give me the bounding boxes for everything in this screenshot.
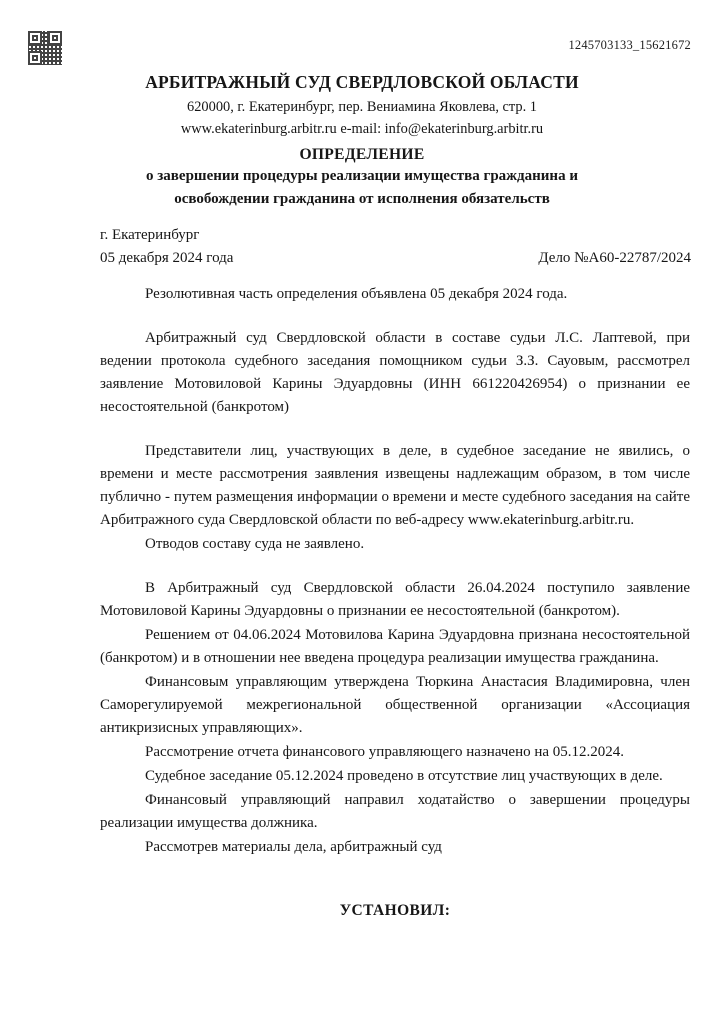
- court-address: 620000, г. Екатеринбург, пер. Вениамина Яковлева, стр. 1: [187, 98, 537, 115]
- paragraph-announced: Резолютивная часть определения объявлена 05 декабря 2024 года.: [145, 286, 568, 302]
- case-number: Дело №А60-22787/2024: [538, 249, 691, 266]
- paragraph-court-composition: Арбитражный суд Свердловской области в составе судьи Л.С. Лаптевой, при ведении протокола судебного заседания помощником судьи З.З. Сауовым, рассмотрел заявление Мотовиловой Карины Эдуардовны (ИНН 661220426954) о признании ее несостоятельной (банкротом): [100, 330, 690, 416]
- court-name: АРБИТРАЖНЫЙ СУД СВЕРДЛОВСКОЙ ОБЛАСТИ: [145, 72, 579, 92]
- paragraph-petition: Финансовый управляющий направил ходатайство о завершении процедуры реализации имущества должника.: [100, 792, 690, 832]
- document-subtitle-line-2: освобождении гражданина от исполнения обязательств: [174, 191, 550, 208]
- document-date: 05 декабря 2024 года: [100, 249, 234, 266]
- city-label: г. Екатеринбург: [100, 227, 200, 243]
- qr-finder-icon: [28, 51, 42, 65]
- paragraph-challenges: Отводов составу суда не заявлено.: [145, 536, 365, 553]
- paragraph-filing: В Арбитражный суд Свердловской области 26.04.2024 поступило заявление Мотовиловой Карины Эдуардовны о признании ее несостоятельной (банкротом).: [100, 580, 690, 620]
- document-type-heading: ОПРЕДЕЛЕНИЕ: [299, 146, 425, 163]
- page-header: [0, 0, 724, 70]
- paragraph-report-scheduled: Рассмотрение отчета финансового управляющего назначено на 05.12.2024.: [145, 744, 625, 761]
- resolution-heading: УСТАНОВИЛ:: [339, 902, 451, 920]
- document-meta: [100, 224, 691, 270]
- paragraph-hearing: Судебное заседание 05.12.2024 проведено в отсутствие лиц участвующих в деле.: [145, 768, 663, 785]
- court-web-contacts: www.ekaterinburg.arbitr.ru e-mail: info@ekaterinburg.arbitr.ru: [180, 121, 544, 138]
- date-case-row: [100, 247, 691, 270]
- paragraph-financial-manager: Финансовым управляющим утверждена Тюркина Анастасия Владимировна, член Саморегулируемой межрегиональной общественной организации «Ассоциация антикризисных управляющих».: [100, 674, 690, 737]
- document-body: [100, 283, 690, 923]
- document-subtitle-line-1: о завершении процедуры реализации имущества гражданина и: [146, 168, 578, 185]
- qr-code-icon: [27, 30, 63, 66]
- document-title-block: [70, 145, 654, 211]
- paragraph-reviewed: Рассмотрев материалы дела, арбитражный суд: [145, 839, 442, 856]
- paragraph-decision: Решением от 04.06.2024 Мотовилова Карина Эдуардовна признана несостоятельной (банкротом) и в отношении нее введена процедура реализации имущества гражданина.: [100, 627, 690, 667]
- document-id: 1245703133_15621672: [568, 38, 691, 52]
- court-letterhead: [60, 72, 664, 141]
- paragraph-representatives: Представители лиц, участвующих в деле, в судебное заседание не явились, о времени и месте рассмотрения заявления извещены надлежащим образом, в том числе публично - путем размещения информации о времени и месте судебного заседания на сайте Арбитражного суда Свердловской области по веб-адресу www.ekaterinburg.arbitr.ru.: [100, 443, 690, 529]
